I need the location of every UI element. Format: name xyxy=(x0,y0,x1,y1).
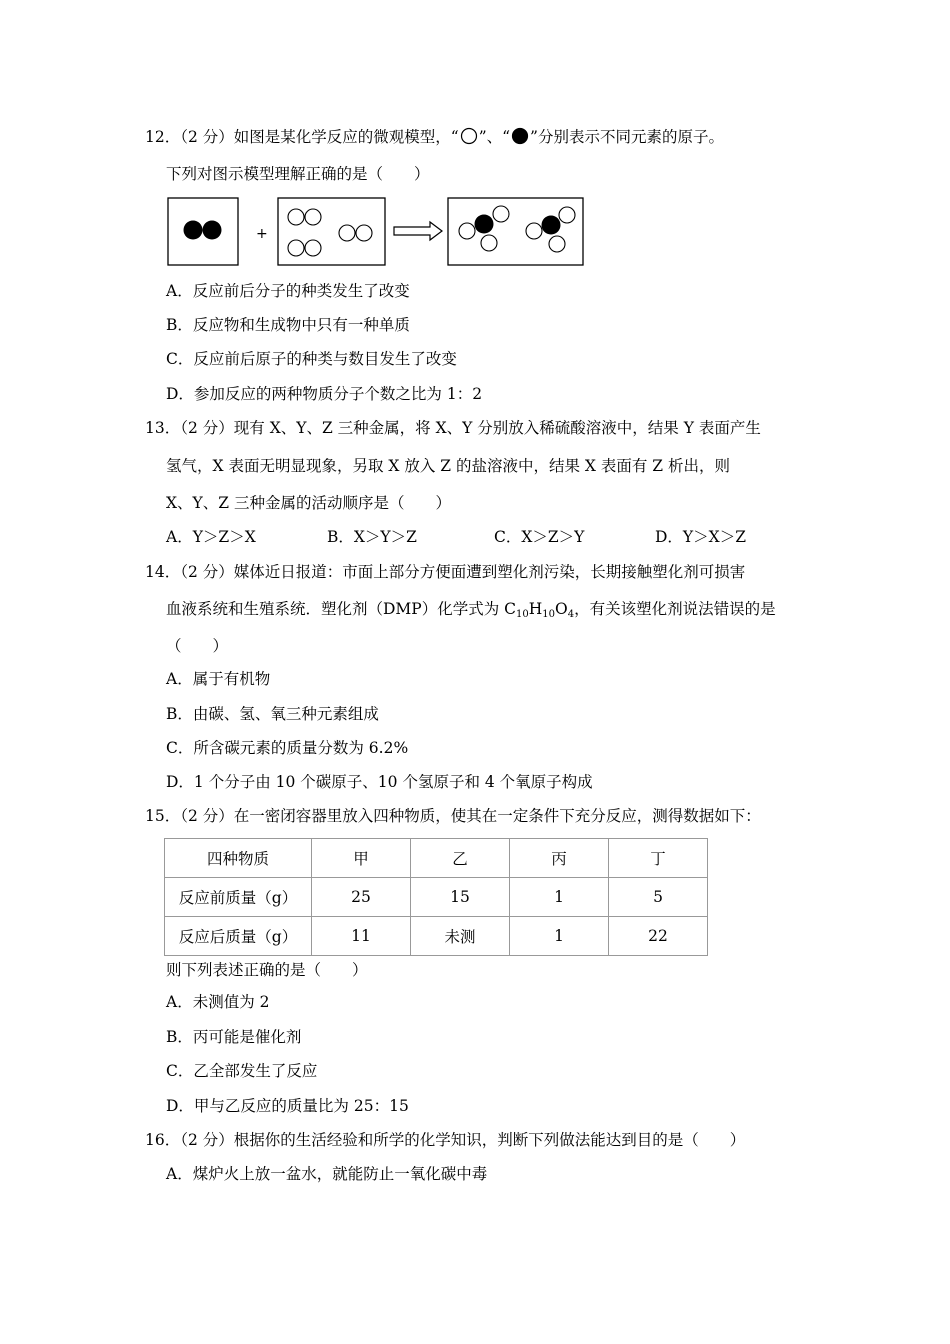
table-header-cell: 甲 xyxy=(312,839,411,878)
q15-option-d[interactable]: D．甲与乙反应的质量比为 25：15 xyxy=(166,1097,409,1115)
q13-option-d[interactable]: D．Y＞X＞Z xyxy=(655,528,746,546)
q12-option-d[interactable]: D．参加反应的两种物质分子个数之比为 1：2 xyxy=(166,385,483,403)
table-header-cell: 四种物质 xyxy=(165,839,312,878)
q14-option-d[interactable]: D．1 个分子由 10 个碳原子、10 个氢原子和 4 个氧原子构成 xyxy=(166,773,593,791)
table-header-row xyxy=(165,839,708,878)
table-cell: 1 xyxy=(510,878,609,917)
table-cell: 5 xyxy=(609,878,708,917)
hydrogen-subscript: 10 xyxy=(542,609,556,620)
mass-data-table xyxy=(164,838,708,956)
table-cell: 22 xyxy=(609,917,708,956)
q13-line1: 13．（2 分）现有 X、Y、Z 三种金属，将 X、Y 分别放入稀硫酸溶液中，结果 Y 表面产生 xyxy=(145,419,761,437)
q16-option-a[interactable]: A．煤炉火上放一盆水，就能防止一氧化碳中毒 xyxy=(166,1165,488,1183)
table-cell: 15 xyxy=(411,878,510,917)
table-cell: 1 xyxy=(510,917,609,956)
q12-option-a[interactable]: A．反应前后分子的种类发生了改变 xyxy=(166,282,410,300)
table-cell: 25 xyxy=(312,878,411,917)
plus-sign: + xyxy=(256,226,268,242)
white-atom-icon xyxy=(459,127,479,145)
q14-option-b[interactable]: B．由碳、氢、氧三种元素组成 xyxy=(166,705,379,723)
table-cell: 未测 xyxy=(411,917,510,956)
q12-option-c[interactable]: C．反应前后原子的种类与数目发生了改变 xyxy=(166,350,457,368)
table-header-cell: 丙 xyxy=(510,839,609,878)
q13-option-c[interactable]: C．X＞Z＞Y xyxy=(494,528,585,546)
oxygen-subscript: 4 xyxy=(567,609,575,620)
hydrogen-symbol: H xyxy=(528,600,543,618)
q13-option-b[interactable]: B．X＞Y＞Z xyxy=(327,528,417,546)
reaction-diagram xyxy=(166,196,586,268)
q13-line2: 氢气，X 表面无明显现象，另取 X 放入 Z 的盐溶液中，结果 X 表面有 Z 析出，则 xyxy=(166,457,730,475)
q13-line3: X、Y、Z 三种金属的活动顺序是（ ） xyxy=(166,494,451,512)
q15-after-table: 则下列表述正确的是（ ） xyxy=(166,961,368,979)
table-header-cell: 丁 xyxy=(609,839,708,878)
q14-line1: 14．（2 分）媒体近日报道：市面上部分方便面遭到塑化剂污染，长期接触塑化剂可损害 xyxy=(145,563,746,581)
q12-stem-part2: ”、“ xyxy=(478,128,511,146)
q15-option-c[interactable]: C．乙全部发生了反应 xyxy=(166,1062,318,1080)
q13-option-a[interactable]: A．Y＞Z＞X xyxy=(166,528,256,546)
q12-stem xyxy=(145,127,724,147)
q14-option-c[interactable]: C．所含碳元素的质量分数为 6.2% xyxy=(166,739,409,757)
table-cell: 反应前质量（g） xyxy=(165,878,312,917)
oxygen-symbol: O xyxy=(555,600,568,618)
q12-stem-part3: ”分别表示不同元素的原子。 xyxy=(530,128,724,146)
table-header-cell: 乙 xyxy=(411,839,510,878)
table-row xyxy=(165,878,708,917)
q12-stem-part1: 12．（2 分）如图是某化学反应的微观模型，“ xyxy=(145,128,459,146)
table-cell: 反应后质量（g） xyxy=(165,917,312,956)
table-row xyxy=(165,917,708,956)
q12-stem-line2: 下列对图示模型理解正确的是（ ） xyxy=(166,165,430,183)
q15-option-b[interactable]: B．丙可能是催化剂 xyxy=(166,1028,302,1046)
q14-line2-text: 血液系统和生殖系统．塑化剂（DMP）化学式为 C xyxy=(166,600,517,618)
reaction-arrow-icon xyxy=(394,222,442,240)
table-cell: 11 xyxy=(312,917,411,956)
q14-line2-tail: ，有关该塑化剂说法错误的是 xyxy=(574,600,776,618)
q12-option-b[interactable]: B．反应物和生成物中只有一种单质 xyxy=(166,316,410,334)
black-atom-icon xyxy=(510,127,530,145)
q14-line2 xyxy=(166,599,776,619)
q16-line1: 16．（2 分）根据你的生活经验和所学的化学知识，判断下列做法能达到目的是（ ） xyxy=(145,1131,746,1149)
q14-line3: （ ） xyxy=(166,637,229,655)
q15-line1: 15．（2 分）在一密闭容器里放入四种物质，使其在一定条件下充分反应，测得数据如下： xyxy=(145,807,761,825)
q14-option-a[interactable]: A．属于有机物 xyxy=(166,670,271,688)
carbon-subscript: 10 xyxy=(516,609,529,620)
q15-option-a[interactable]: A．未测值为 2 xyxy=(166,993,270,1011)
